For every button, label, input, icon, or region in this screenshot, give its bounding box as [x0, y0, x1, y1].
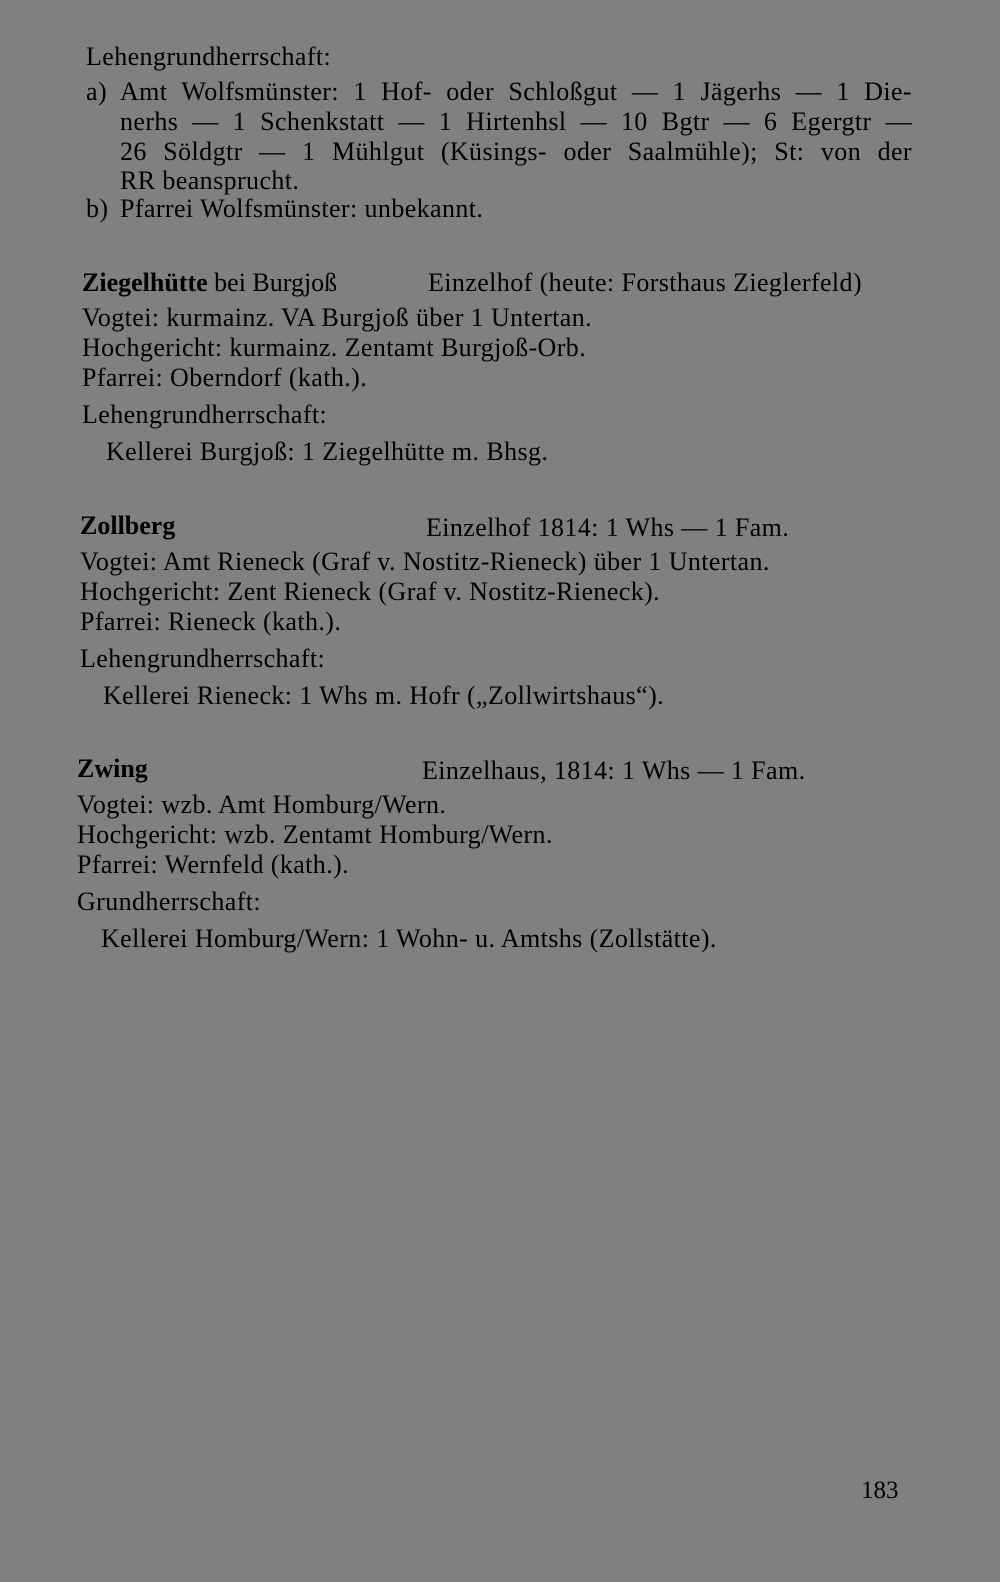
place-name: Zollberg [80, 511, 176, 540]
place-type: Einzelhaus, 1814: 1 Whs — 1 Fam. [422, 756, 806, 785]
herrschaft-label: Grundherrschaft: [77, 887, 261, 916]
entry-title [80, 511, 175, 541]
page-number: 183 [861, 1477, 899, 1504]
hochgericht-line: Hochgericht: Zent Rieneck (Graf v. Nostitz-Rieneck). [80, 577, 661, 606]
herrschaft-value: Kellerei Rieneck: 1 Whs m. Hofr („Zollwirtshaus“). [103, 681, 665, 710]
place-name: Zwing [77, 754, 148, 783]
vogtei-line: Vogtei: wzb. Amt Homburg/Wern. [77, 790, 447, 819]
entry-title [77, 754, 148, 784]
list-item-a-line1: Amt Wolfsmünster: 1 Hof- oder Schloßgut — 1 Jägerhs — 1 Die- [120, 77, 912, 106]
list-item-b-line1: Pfarrei Wolfsmünster: unbekannt. [120, 194, 484, 223]
herrschaft-value: Kellerei Homburg/Wern: 1 Wohn- u. Amtshs (Zollstätte). [101, 924, 717, 953]
place-type: Einzelhof (heute: Forsthaus Zieglerfeld) [428, 268, 863, 297]
herrschaft-label: Lehengrundherrschaft: [82, 400, 328, 429]
list-item-a-line2: nerhs — 1 Schenkstatt — 1 Hirtenhsl — 10 Bgtr — 6 Egergtr — [120, 107, 912, 136]
pfarrei-line: Pfarrei: Oberndorf (kath.). [82, 363, 368, 392]
place-name-suffix: bei Burgjoß [207, 268, 338, 297]
list-item-a-line4: RR beansprucht. [120, 166, 300, 195]
herrschaft-label: Lehengrundherrschaft: [80, 644, 326, 673]
section-heading: Lehengrundherrschaft: [86, 42, 332, 71]
place-name: Ziegelhütte [82, 268, 208, 297]
hochgericht-line: Hochgericht: wzb. Zentamt Homburg/Wern. [77, 820, 553, 849]
herrschaft-value: Kellerei Burgjoß: 1 Ziegelhütte m. Bhsg. [106, 437, 549, 466]
vogtei-line: Vogtei: kurmainz. VA Burgjoß über 1 Untertan. [82, 303, 593, 332]
hochgericht-line: Hochgericht: kurmainz. Zentamt Burgjoß-Orb. [82, 333, 587, 362]
list-marker-b: b) [86, 194, 109, 223]
place-type: Einzelhof 1814: 1 Whs — 1 Fam. [426, 513, 790, 542]
vogtei-line: Vogtei: Amt Rieneck (Graf v. Nostitz-Rieneck) über 1 Untertan. [80, 547, 770, 576]
pfarrei-line: Pfarrei: Wernfeld (kath.). [77, 850, 350, 879]
list-marker-a: a) [86, 77, 107, 106]
entry-title [82, 268, 337, 298]
pfarrei-line: Pfarrei: Rieneck (kath.). [80, 607, 342, 636]
list-item-a-line3: 26 Söldgtr — 1 Mühlgut (Küsings- oder Saalmühle); St: von der [120, 137, 912, 166]
